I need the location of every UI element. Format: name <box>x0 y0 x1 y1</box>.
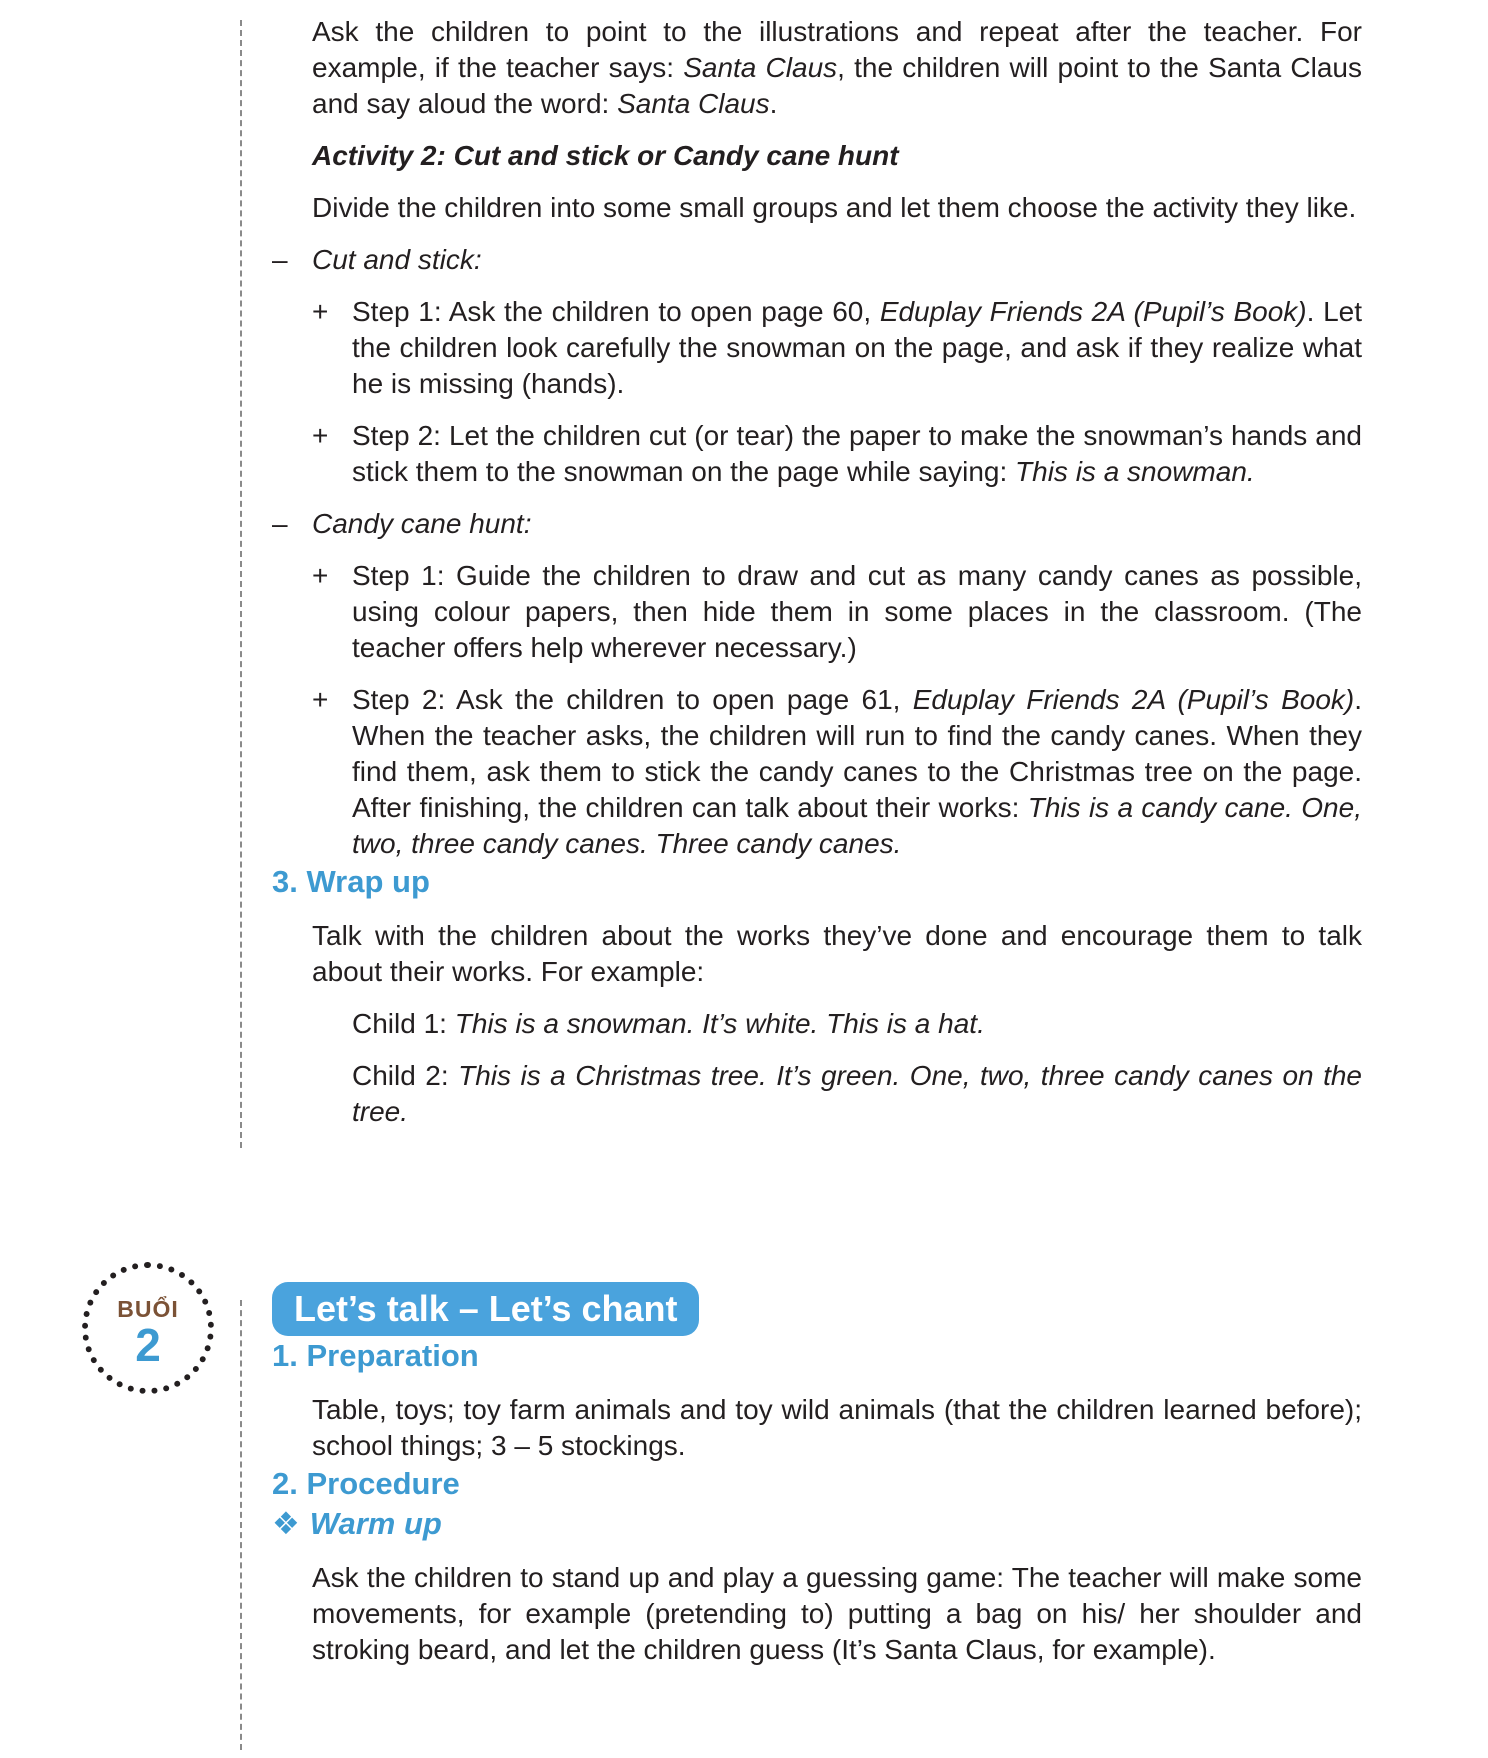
plus-marker: + <box>312 560 329 591</box>
intro-italic-2: Santa Claus <box>617 88 770 119</box>
plus-marker: + <box>312 420 329 451</box>
intro-text-2: , the children will point to the Santa Claus and say aloud the word: <box>312 52 1363 119</box>
session-word: BUỔI <box>117 1296 179 1322</box>
warm-up-heading <box>272 1504 1362 1544</box>
phrase-italic: This is a candy cane. One, two, three candy canes. Three candy canes. <box>352 792 1362 859</box>
intro-text-3: . <box>769 88 778 119</box>
candy-hunt-label: Candy cane hunt: <box>312 508 532 539</box>
procedure-heading: 2. Procedure <box>272 1466 460 1501</box>
margin-rule-bottom <box>240 1300 242 1750</box>
session-number: 2 <box>135 1319 161 1371</box>
plus-marker: + <box>312 684 329 715</box>
cut-stick-step-1 <box>272 294 1362 402</box>
cut-stick-item <box>272 242 1362 278</box>
plus-marker: + <box>312 296 329 327</box>
step-text: Step 1: Ask the children to open page 60, <box>352 296 880 327</box>
upper-content <box>272 14 1362 1130</box>
candy-hunt-step-1 <box>272 558 1362 666</box>
warm-up-text: Ask the children to stand up and play a guessing game: The teacher will make some movements, for example (pretending to) putting a bag on his/ her shoulder and stroking beard, and let the children guess (It’s Santa Claus, for example). <box>312 1562 1362 1665</box>
cut-stick-step-2 <box>272 418 1362 490</box>
step-text: Step 2: Let the children cut (or tear) the paper to make the snowman’s hands and stick them to the snowman on the page while saying: <box>352 420 1362 487</box>
candy-hunt-step-2 <box>272 682 1362 862</box>
child-2-label: Child 2: <box>352 1060 459 1091</box>
child-1-text: This is a snowman. It’s white. This is a hat. <box>454 1008 985 1039</box>
step-text: . When the teacher asks, the children will run to find the candy canes. When they find them, ask them to stick the candy canes to the Christmas tree on the page. After finishing, the children can talk about their works: <box>352 684 1362 823</box>
step-text: Step 1: Guide the children to draw and cut as many candy canes as possible, using colour papers, then hide them in some places in the classroom. (The teacher offers help wherever necessary.) <box>352 560 1362 663</box>
preparation-text: Table, toys; toy farm animals and toy wild animals (that the children learned before); school things; 3 – 5 stockings. <box>312 1394 1362 1461</box>
diamond-icon: ❖ <box>272 1506 300 1541</box>
step-text: . Let the children look carefully the snowman on the page, and ask if they realize what he is missing (hands). <box>352 296 1362 399</box>
lesson-content <box>272 1282 1362 1668</box>
book-title: Eduplay Friends 2A (Pupil’s Book) <box>879 296 1307 327</box>
dash-marker: – <box>272 244 288 275</box>
margin-rule-top <box>240 20 242 1148</box>
candy-hunt-item <box>272 506 1362 542</box>
wrap-up-heading: 3. Wrap up <box>272 864 430 899</box>
child-2-line <box>272 1058 1362 1130</box>
child-1-label: Child 1: <box>352 1008 455 1039</box>
activity-2-title: Activity 2: Cut and stick or Candy cane hunt <box>312 140 899 171</box>
step-text: Step 2: Ask the children to open page 61, <box>352 684 913 715</box>
book-title: Eduplay Friends 2A (Pupil’s Book) <box>912 684 1355 715</box>
dash-marker: – <box>272 508 288 539</box>
session-badge <box>82 1262 214 1394</box>
preparation-heading: 1. Preparation <box>272 1338 479 1373</box>
phrase-italic: This is a snowman. <box>1015 456 1255 487</box>
child-1-line <box>272 1006 1362 1042</box>
intro-paragraph <box>272 14 1362 122</box>
activity-2-intro: Divide the children into some small groups and let them choose the activity they like. <box>312 192 1357 223</box>
lesson-title-pill: Let’s talk – Let’s chant <box>272 1282 699 1336</box>
wrap-up-text: Talk with the children about the works they’ve done and encourage them to talk about their works. For example: <box>312 920 1362 987</box>
cut-stick-label: Cut and stick: <box>312 244 482 275</box>
intro-text-1: Ask the children to point to the illustrations and repeat after the teacher. For example, if the teacher says: <box>312 16 1362 83</box>
intro-italic-1: Santa Claus <box>683 52 838 83</box>
child-2-text: This is a Christmas tree. It’s green. One, two, three candy canes on the tree. <box>352 1060 1363 1127</box>
warm-up-label: Warm up <box>309 1506 442 1541</box>
